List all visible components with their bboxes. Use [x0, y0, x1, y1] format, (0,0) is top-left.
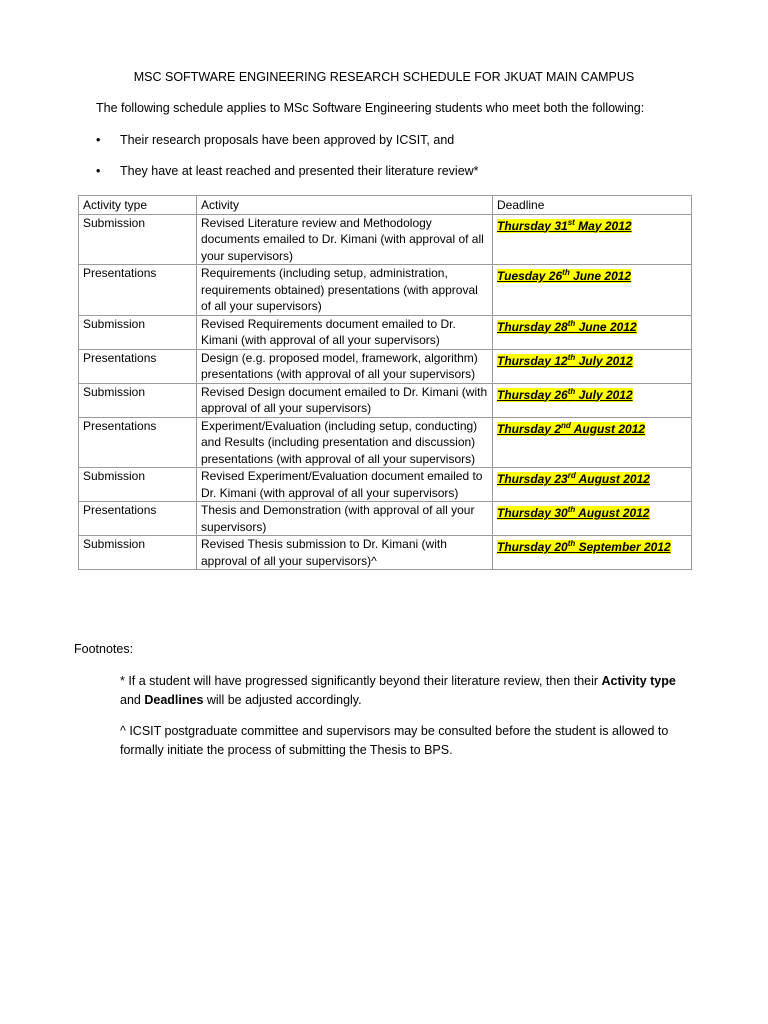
header-deadline: Deadline	[493, 196, 692, 215]
header-activity: Activity	[197, 196, 493, 215]
activity-type-cell: Presentations	[79, 417, 197, 468]
deadline-date: Thursday 30th August 2012	[497, 505, 650, 520]
schedule-table	[78, 195, 692, 570]
deadline-cell	[493, 315, 692, 349]
bullet-item	[96, 133, 454, 147]
deadline-date: Thursday 23rd August 2012	[497, 471, 650, 486]
deadline-cell	[493, 349, 692, 383]
activity-cell: Revised Requirements document emailed to Dr. Kimani (with approval of all your supervisors)	[197, 315, 493, 349]
deadline-cell	[493, 502, 692, 536]
deadline-date: Thursday 28th June 2012	[497, 318, 637, 334]
activity-type-cell: Presentations	[79, 502, 197, 536]
activity-cell: Experiment/Evaluation (including setup, conducting) and Results (including presentation and discussion) presentations (with approval of all your supervisors)	[197, 417, 493, 468]
table-row	[79, 468, 692, 502]
bullet-item	[96, 164, 479, 178]
deadline-date: Thursday 31st May 2012	[497, 217, 632, 233]
deadline-date: Thursday 20th September 2012	[497, 539, 671, 554]
activity-cell: Revised Experiment/Evaluation document emailed to Dr. Kimani (with approval of all your supervisors)	[197, 468, 493, 502]
deadline-cell	[493, 536, 692, 570]
deadline-cell	[493, 417, 692, 468]
footnote-caret: ^ ICSIT postgraduate committee and supervisors may be consulted before the student is allowed to formally initiate the process of submitting the Thesis to BPS.	[120, 724, 669, 757]
table-header-row	[79, 196, 692, 215]
bullet-icon: •	[96, 164, 101, 178]
footnote-asterisk: * If a student will have progressed significantly beyond their literature review, then their Activity type and Deadlines will be adjusted accordingly.	[120, 674, 676, 707]
table-row	[79, 502, 692, 536]
deadline-cell	[493, 265, 692, 316]
activity-type-cell: Presentations	[79, 349, 197, 383]
bullet-text: They have at least reached and presented their literature review*	[120, 164, 479, 178]
activity-cell: Revised Design document emailed to Dr. Kimani (with approval of all your supervisors)	[197, 383, 493, 417]
activity-type-cell: Submission	[79, 315, 197, 349]
bullet-icon: •	[96, 133, 101, 147]
activity-type-cell: Presentations	[79, 265, 197, 316]
activity-type-cell: Submission	[79, 468, 197, 502]
table-row	[79, 417, 692, 468]
table-row	[79, 349, 692, 383]
activity-cell: Requirements (including setup, administration, requirements obtained) presentations (with approval of all your supervisors)	[197, 265, 493, 316]
bullet-text: Their research proposals have been approved by ICSIT, and	[120, 133, 455, 147]
intro-text: The following schedule applies to MSc Software Engineering students who meet both the following:	[96, 101, 645, 115]
activity-cell: Design (e.g. proposed model, framework, algorithm) presentations (with approval of all your supervisors)	[197, 349, 493, 383]
deadline-date: Thursday 26th July 2012	[497, 386, 633, 402]
activity-cell: Revised Literature review and Methodology documents emailed to Dr. Kimani (with approval of all your supervisors)	[197, 214, 493, 265]
activity-type-cell: Submission	[79, 383, 197, 417]
table-row	[79, 536, 692, 570]
deadline-cell	[493, 214, 692, 265]
deadline-date: Tuesday 26th June 2012	[497, 268, 632, 283]
table-row	[79, 265, 692, 316]
header-activity-type: Activity type	[79, 196, 197, 215]
deadline-cell	[493, 468, 692, 502]
table-row	[79, 214, 692, 265]
deadline-date: Thursday 2nd August 2012	[497, 420, 646, 436]
footnotes-heading: Footnotes:	[74, 642, 134, 656]
deadline-cell	[493, 383, 692, 417]
activity-cell: Thesis and Demonstration (with approval of all your supervisors)	[197, 502, 493, 536]
activity-type-cell: Submission	[79, 536, 197, 570]
table-row	[79, 315, 692, 349]
deadline-date: Thursday 12th July 2012	[497, 352, 633, 368]
activity-cell: Revised Thesis submission to Dr. Kimani (with approval of all your supervisors)^	[197, 536, 493, 570]
table-row	[79, 383, 692, 417]
page-title: MSC SOFTWARE ENGINEERING RESEARCH SCHEDULE FOR JKUAT MAIN CAMPUS	[133, 70, 635, 84]
activity-type-cell: Submission	[79, 214, 197, 265]
